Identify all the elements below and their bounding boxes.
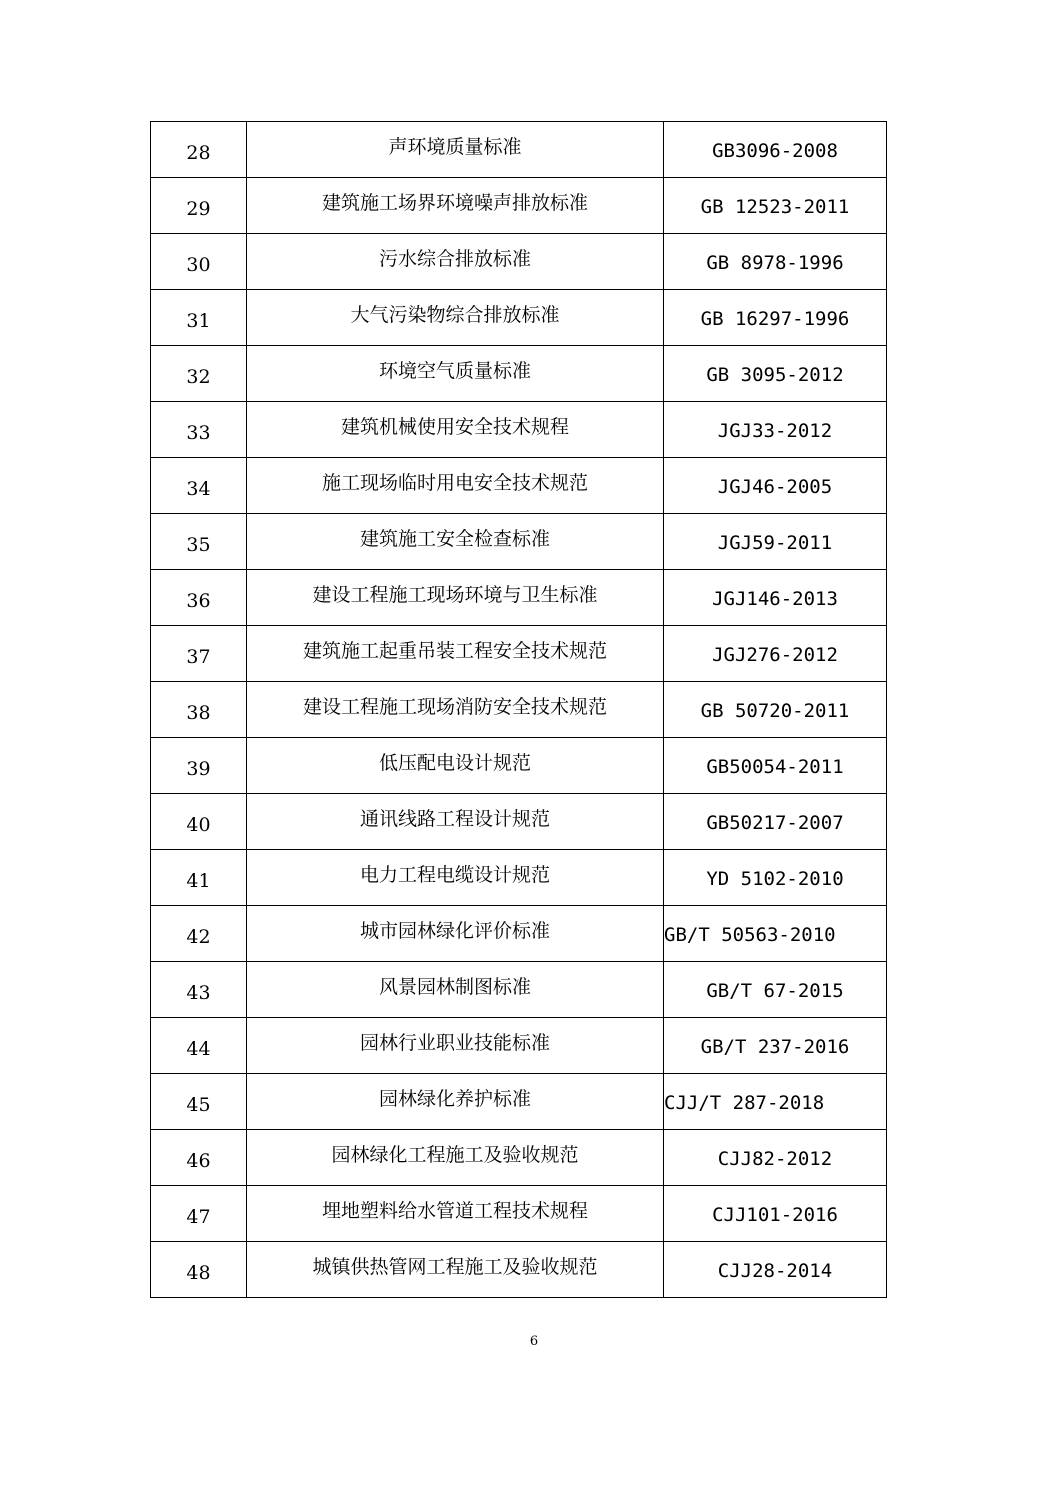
standard-code-cell bbox=[664, 234, 887, 290]
row-number-cell bbox=[151, 1242, 247, 1298]
table-row bbox=[151, 1130, 887, 1186]
standard-code: GB50054-2011 bbox=[706, 756, 844, 779]
standard-code: GB 16297-1996 bbox=[700, 308, 850, 331]
table-row bbox=[151, 122, 887, 178]
standard-code-cell bbox=[664, 1242, 887, 1298]
row-number: 34 bbox=[186, 478, 211, 501]
standard-code-cell bbox=[664, 1186, 887, 1242]
table-row bbox=[151, 1074, 887, 1130]
standard-code-cell bbox=[664, 1074, 887, 1130]
table-row bbox=[151, 1018, 887, 1074]
standard-name-cell bbox=[247, 178, 664, 234]
row-number: 42 bbox=[186, 926, 211, 949]
standard-code: GB 3095-2012 bbox=[706, 364, 844, 387]
standards-table-body bbox=[151, 122, 887, 1298]
standard-code-cell bbox=[664, 682, 887, 738]
standard-code-cell bbox=[664, 178, 887, 234]
standard-name: 电力工程电缆设计规范 bbox=[359, 864, 550, 887]
standard-name: 风景园林制图标准 bbox=[378, 976, 531, 999]
row-number: 31 bbox=[186, 310, 211, 333]
standard-code: GB/T 50563-2010 bbox=[664, 924, 836, 947]
standard-name-cell bbox=[247, 962, 664, 1018]
row-number: 32 bbox=[186, 366, 211, 389]
row-number: 45 bbox=[186, 1094, 211, 1117]
row-number-cell bbox=[151, 346, 247, 402]
standards-table bbox=[150, 121, 887, 1298]
standard-code-cell bbox=[664, 290, 887, 346]
standard-name-cell bbox=[247, 682, 664, 738]
standard-code-cell bbox=[664, 850, 887, 906]
standard-name-cell bbox=[247, 794, 664, 850]
table-row bbox=[151, 1242, 887, 1298]
standard-code: YD 5102-2010 bbox=[706, 868, 844, 891]
row-number: 30 bbox=[186, 254, 211, 277]
row-number-cell bbox=[151, 458, 247, 514]
row-number: 38 bbox=[186, 702, 211, 725]
row-number: 28 bbox=[186, 142, 211, 165]
table-row bbox=[151, 626, 887, 682]
table-row bbox=[151, 570, 887, 626]
row-number-cell bbox=[151, 514, 247, 570]
row-number: 40 bbox=[186, 814, 211, 837]
standard-name: 施工现场临时用电安全技术规范 bbox=[321, 472, 588, 495]
standard-name: 大气污染物综合排放标准 bbox=[350, 304, 560, 327]
standard-code-cell bbox=[664, 1130, 887, 1186]
table-row bbox=[151, 402, 887, 458]
row-number: 39 bbox=[186, 758, 211, 781]
standard-name-cell bbox=[247, 1074, 664, 1130]
standard-name-cell bbox=[247, 234, 664, 290]
standard-code: GB/T 237-2016 bbox=[700, 1036, 850, 1059]
standard-name-cell bbox=[247, 906, 664, 962]
standard-name: 环境空气质量标准 bbox=[378, 360, 531, 383]
row-number-cell bbox=[151, 402, 247, 458]
row-number-cell bbox=[151, 178, 247, 234]
row-number: 48 bbox=[186, 1262, 211, 1285]
standard-name-cell bbox=[247, 1018, 664, 1074]
table-row bbox=[151, 906, 887, 962]
page-number: 6 bbox=[529, 1334, 539, 1349]
row-number-cell bbox=[151, 794, 247, 850]
row-number-cell bbox=[151, 1018, 247, 1074]
standard-code: CJJ82-2012 bbox=[717, 1148, 833, 1171]
standard-code-cell bbox=[664, 906, 887, 962]
standard-name-cell bbox=[247, 346, 664, 402]
standard-name: 园林绿化养护标准 bbox=[378, 1088, 531, 1111]
table-row bbox=[151, 290, 887, 346]
standard-code-cell bbox=[664, 122, 887, 178]
row-number-cell bbox=[151, 122, 247, 178]
table-row bbox=[151, 738, 887, 794]
standard-code: JGJ146-2013 bbox=[712, 588, 838, 611]
standard-name-cell bbox=[247, 458, 664, 514]
row-number-cell bbox=[151, 850, 247, 906]
standard-code-cell bbox=[664, 794, 887, 850]
row-number: 33 bbox=[186, 422, 211, 445]
row-number-cell bbox=[151, 570, 247, 626]
standard-code-cell bbox=[664, 1018, 887, 1074]
standard-code: GB/T 67-2015 bbox=[706, 980, 844, 1003]
standard-code: GB 12523-2011 bbox=[700, 196, 850, 219]
standard-code-cell bbox=[664, 626, 887, 682]
standard-code-cell bbox=[664, 738, 887, 794]
standard-code: GB3096-2008 bbox=[712, 140, 838, 163]
standard-name: 建筑施工场界环境噪声排放标准 bbox=[321, 192, 588, 215]
standard-name: 园林行业职业技能标准 bbox=[359, 1032, 550, 1055]
standard-name: 污水综合排放标准 bbox=[378, 248, 531, 271]
row-number: 35 bbox=[186, 534, 211, 557]
row-number: 29 bbox=[186, 198, 211, 221]
standard-code-cell bbox=[664, 514, 887, 570]
row-number-cell bbox=[151, 1074, 247, 1130]
standard-code-cell bbox=[664, 346, 887, 402]
table-row bbox=[151, 234, 887, 290]
standard-name-cell bbox=[247, 738, 664, 794]
row-number: 37 bbox=[186, 646, 211, 669]
standard-name-cell bbox=[247, 290, 664, 346]
standard-code-cell bbox=[664, 402, 887, 458]
standard-name-cell bbox=[247, 850, 664, 906]
standard-name: 埋地塑料给水管道工程技术规程 bbox=[321, 1200, 588, 1223]
standard-name: 园林绿化工程施工及验收规范 bbox=[331, 1144, 579, 1167]
row-number: 36 bbox=[186, 590, 211, 613]
table-row bbox=[151, 346, 887, 402]
row-number-cell bbox=[151, 1186, 247, 1242]
standard-name-cell bbox=[247, 122, 664, 178]
row-number: 47 bbox=[186, 1206, 211, 1229]
standard-name-cell bbox=[247, 1186, 664, 1242]
row-number-cell bbox=[151, 626, 247, 682]
standard-code-cell bbox=[664, 962, 887, 1018]
standard-name-cell bbox=[247, 402, 664, 458]
standard-code: CJJ101-2016 bbox=[712, 1204, 838, 1227]
standard-code: GB50217-2007 bbox=[706, 812, 844, 835]
row-number: 41 bbox=[186, 870, 211, 893]
standard-name: 建筑施工安全检查标准 bbox=[359, 528, 550, 551]
standard-code: JGJ33-2012 bbox=[717, 420, 833, 443]
standard-code: JGJ46-2005 bbox=[717, 476, 833, 499]
standard-name: 城镇供热管网工程施工及验收规范 bbox=[312, 1256, 598, 1279]
standard-name: 建筑机械使用安全技术规程 bbox=[340, 416, 569, 439]
standard-code: GB 50720-2011 bbox=[700, 700, 850, 723]
row-number-cell bbox=[151, 290, 247, 346]
standard-name: 通讯线路工程设计规范 bbox=[359, 808, 550, 831]
table-row bbox=[151, 962, 887, 1018]
standard-name: 低压配电设计规范 bbox=[378, 752, 531, 775]
standard-name: 建设工程施工现场消防安全技术规范 bbox=[302, 696, 607, 719]
row-number-cell bbox=[151, 738, 247, 794]
table-row bbox=[151, 178, 887, 234]
table-row bbox=[151, 514, 887, 570]
standard-name-cell bbox=[247, 514, 664, 570]
table-row bbox=[151, 794, 887, 850]
standard-name-cell bbox=[247, 1242, 664, 1298]
standard-name-cell bbox=[247, 626, 664, 682]
row-number-cell bbox=[151, 906, 247, 962]
row-number-cell bbox=[151, 1130, 247, 1186]
standard-name: 建设工程施工现场环境与卫生标准 bbox=[312, 584, 598, 607]
row-number-cell bbox=[151, 962, 247, 1018]
standard-code-cell bbox=[664, 458, 887, 514]
standard-code: CJJ/T 287-2018 bbox=[664, 1092, 825, 1115]
row-number: 44 bbox=[186, 1038, 211, 1061]
row-number: 43 bbox=[186, 982, 211, 1005]
standard-code: JGJ59-2011 bbox=[717, 532, 833, 555]
row-number-cell bbox=[151, 682, 247, 738]
standard-name-cell bbox=[247, 570, 664, 626]
standard-code-cell bbox=[664, 570, 887, 626]
standard-name: 城市园林绿化评价标准 bbox=[359, 920, 550, 943]
standard-name: 建筑施工起重吊装工程安全技术规范 bbox=[302, 640, 607, 663]
row-number-cell bbox=[151, 234, 247, 290]
standard-code: GB 8978-1996 bbox=[706, 252, 844, 275]
standard-code: CJJ28-2014 bbox=[717, 1260, 833, 1283]
table-row bbox=[151, 850, 887, 906]
row-number: 46 bbox=[186, 1150, 211, 1173]
table-row bbox=[151, 458, 887, 514]
standard-name: 声环境质量标准 bbox=[388, 136, 522, 159]
table-row bbox=[151, 682, 887, 738]
standard-name-cell bbox=[247, 1130, 664, 1186]
table-row bbox=[151, 1186, 887, 1242]
standard-code: JGJ276-2012 bbox=[712, 644, 838, 667]
